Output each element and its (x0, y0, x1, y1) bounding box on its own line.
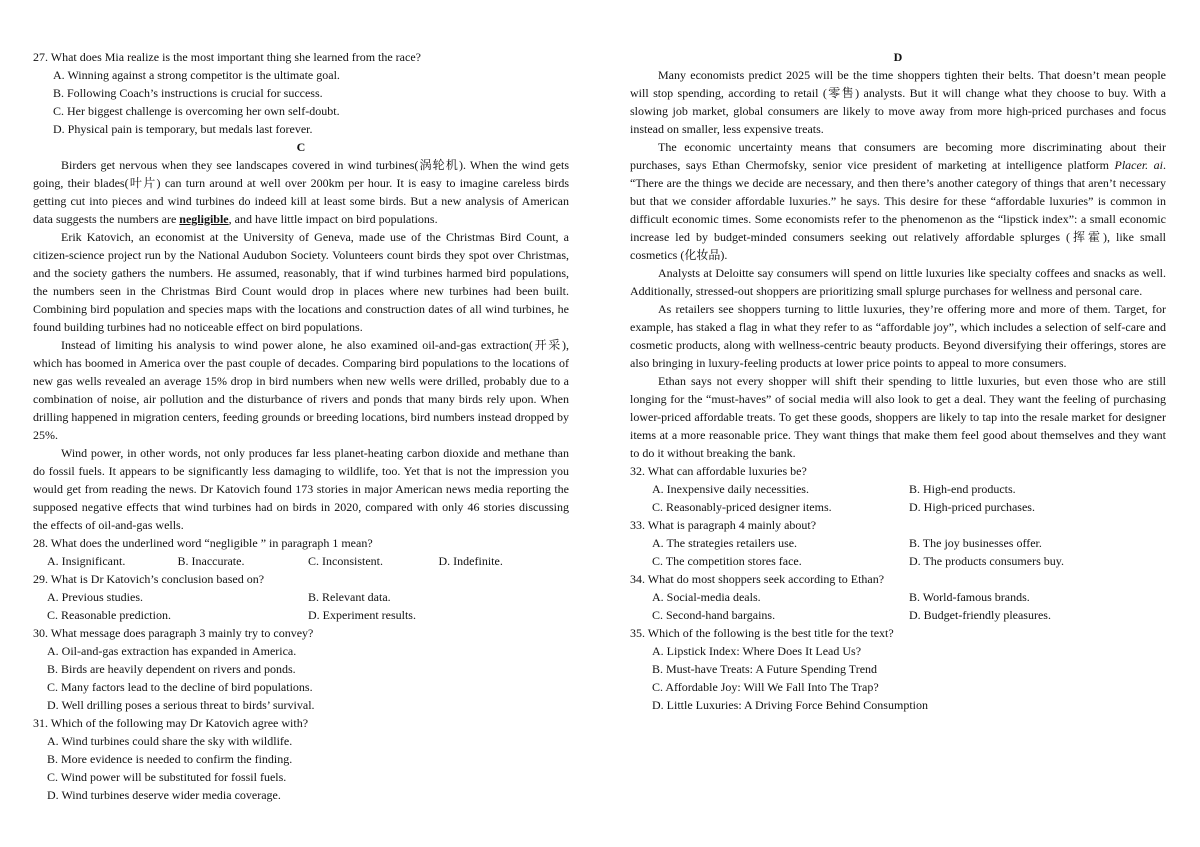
q34-stem: 34. What do most shoppers seek according to Ethan? (630, 572, 885, 586)
q33-option-a: A. The strategies retailers use. (652, 536, 798, 550)
q34-option-c: C. Second-hand bargains. (652, 608, 776, 622)
q33-option-d: D. The products consumers buy. (909, 554, 1064, 568)
q33-option-c: C. The competition stores face. (652, 554, 802, 568)
passage-d-paragraph-2 (630, 138, 1166, 264)
q31-option-b: B. More evidence is needed to confirm the finding. (47, 752, 293, 766)
q29-option-c: C. Reasonable prediction. (47, 608, 171, 622)
q27-option-c: C. Her biggest challenge is overcoming her own self-doubt. (53, 104, 340, 118)
q29-stem: 29. What is Dr Katovich’s conclusion based on? (33, 572, 265, 586)
q28-option-b: B. Inaccurate. (177, 554, 245, 568)
platform-name: Placer. ai (1114, 158, 1163, 172)
section-d-heading: D (893, 50, 903, 64)
q35-stem: 35. Which of the following is the best title for the text? (630, 626, 894, 640)
passage-c-paragraph-2: Erik Katovich, an economist at the University of Geneva, made use of the Christmas Bird Count, a citizen-science project run by the National Audubon Society. Volunteers count birds they spot over Christmas, and the society gathers the numbers. He assumed, reasonably, that if wind turbines harmed bird populations, the numbers seen in the Christmas Bird Count would drop in places where new turbines had been built. Combining bird population and species maps with the locations and construction dates of all wind turbines, he found building turbines had no noticeable effect on bird populations. (33, 230, 569, 334)
q34-option-d: D. Budget-friendly pleasures. (909, 608, 1051, 622)
q31-option-a: A. Wind turbines could share the sky with wildlife. (47, 734, 293, 748)
q32-option-d: D. High-priced purchases. (909, 500, 1035, 514)
passage-d-p2-before: The economic uncertainty means that consumers are becoming more discriminating about their purchases, says Ethan Chermofsky, senior vice president of marketing at intelligence platform (630, 140, 1166, 172)
q28-stem: 28. What does the underlined word “negligible ” in paragraph 1 mean? (33, 536, 373, 550)
q31-stem: 31. Which of the following may Dr Katovich agree with? (33, 716, 309, 730)
q35-option-b: B. Must-have Treats: A Future Spending Trend (652, 662, 878, 676)
q27-option-a: A. Winning against a strong competitor is the ultimate goal. (53, 68, 340, 82)
q27-option-b: B. Following Coach’s instructions is crucial for success. (53, 86, 323, 100)
passage-c-paragraph-3: Instead of limiting his analysis to wind power alone, he also examined oil-and-gas extraction(开采), which has boomed in America over the past couple of decades. Comparing bird populations to the locations of new gas wells revealed an average 15% drop in bird numbers when new wells were drilled, probably due to a combination of noise, air pollution and the disturbance of rivers and ponds that many birds rely upon. When drilling happened in migration centers, feeding grounds or breeding locations, bird numbers instead dropped by 25%. (33, 338, 569, 442)
q33-options (652, 534, 1166, 570)
q29-option-a: A. Previous studies. (47, 590, 143, 604)
q32-option-b: B. High-end products. (909, 482, 1016, 496)
q32-options (652, 480, 1166, 516)
right-column (630, 48, 1166, 714)
q34-option-b: B. World-famous brands. (909, 590, 1030, 604)
q35-option-a: A. Lipstick Index: Where Does It Lead Us? (652, 644, 862, 658)
passage-d-paragraph-1: Many economists predict 2025 will be the time shoppers tighten their belts. That doesn’t mean people will stop spending, according to retail (零售) analysts. But it will change what they choose to buy. With a slowing job market, global consumers are likely to move away from more high-priced purchases and focus instead on smaller, less expensive treats. (630, 68, 1166, 136)
passage-c-paragraph-4: Wind power, in other words, not only produces far less planet-heating carbon dioxide and methane than do fossil fuels. It appears to be significantly less damaging to wildlife, too. Yet that is not the impression you would get from reading the news. Dr Katovich found 173 stories in major American news media reporting the supposed negative effects that wind turbines had on birds in 2020, compared with only 46 stories discussing the effects of oil-and-gas wells. (33, 446, 569, 532)
q30-option-b: B. Birds are heavily dependent on rivers and ponds. (47, 662, 296, 676)
q29-options (47, 588, 569, 624)
q28-option-a: A. Insignificant. (47, 554, 126, 568)
q32-option-c: C. Reasonably-priced designer items. (652, 500, 832, 514)
passage-c-p1-text: Birders get nervous when they see landscapes covered in wind turbines(涡轮机). When the wind gets going, their blades(叶片) can turn around at well over 200km per hour. It is easy to imagine careless birds getting cut into pieces and wind turbines do indeed kill at least some birds. But a new analysis of American data suggests the numbers are (33, 158, 569, 226)
passage-d-p2-after: . “There are the things we decide are necessary, and then there’s another category of things that aren’t necessary but that we consider affordable luxuries.” he says. This (630, 158, 1166, 208)
q28-option-c: C. Inconsistent. (308, 554, 383, 568)
q28-option-d: D. Indefinite. (438, 554, 503, 568)
q29-option-b: B. Relevant data. (308, 590, 391, 604)
q27-option-d: D. Physical pain is temporary, but medals last forever. (53, 122, 313, 136)
q33-stem: 33. What is paragraph 4 mainly about? (630, 518, 817, 532)
left-column (33, 48, 569, 804)
q28-options (47, 552, 569, 570)
q32-option-a: A. Inexpensive daily necessities. (652, 482, 809, 496)
q29-option-d: D. Experiment results. (308, 608, 416, 622)
q33-option-b: B. The joy businesses offer. (909, 536, 1042, 550)
passage-d-paragraph-5: Ethan says not every shopper will shift their spending to little luxuries, but even those who are still longing for the “must-haves” of social media will also look to get a deal. They want the feeling of purchasing lower-priced affordable treats. To get these goods, shoppers are likely to tap into the resale market for designer items at a more reasonable price. They want things that make them feel good about themselves and they want to do it without breaking the bank. (630, 374, 1166, 460)
q32-stem: 32. What can affordable luxuries be? (630, 464, 807, 478)
q31-option-c: C. Wind power will be substituted for fossil fuels. (47, 770, 287, 784)
q34-option-a: A. Social-media deals. (652, 590, 761, 604)
passage-d-paragraph-3: Analysts at Deloitte say consumers will spend on little luxuries like specialty coffees and snacks as well. Additionally, stressed-out shoppers are prioritizing small splurge purchases for wellness and personal care. (630, 266, 1166, 298)
passage-c-p1-tail: , and have little impact on bird populations. (228, 212, 438, 226)
q31-option-d: D. Wind turbines deserve wider media coverage. (47, 788, 281, 802)
q34-options (652, 588, 1166, 624)
q30-option-a: A. Oil-and-gas extraction has expanded in America. (47, 644, 297, 658)
q35-option-c: C. Affordable Joy: Will We Fall Into The Trap? (652, 680, 879, 694)
q30-option-c: C. Many factors lead to the decline of bird populations. (47, 680, 313, 694)
passage-d-p2-continued: desire for these “affordable luxuries” is common in difficult economic times. Some economists refer to the phenomenon as the “lipstick index”: a small economic increase led by budget-minded consumers seeking out relatively affordable splurges (挥霍), like small cosmetics (化妆品). (630, 194, 1167, 262)
q30-stem: 30. What message does paragraph 3 mainly try to convey? (33, 626, 314, 640)
passage-c-paragraph-1 (33, 156, 569, 228)
underlined-word-negligible: negligible (179, 212, 229, 226)
section-c-heading: C (296, 140, 306, 154)
q30-option-d: D. Well drilling poses a serious threat to birds’ survival. (47, 698, 315, 712)
q35-option-d: D. Little Luxuries: A Driving Force Behind Consumption (652, 698, 928, 712)
q27-stem: 27. What does Mia realize is the most important thing she learned from the race? (33, 50, 421, 64)
passage-d-paragraph-4: As retailers see shoppers turning to little luxuries, they’re offering more and more of them. Target, for example, has staked a flag in what they refer to as “affordable joy”, which includes a selection of self-care and cosmetic products, along with wellness-centric beauty products. Beyond diversifying their offerings, stores are also bringing in luxury-feeling products at lower price points to appeal to more consumers. (630, 302, 1166, 370)
